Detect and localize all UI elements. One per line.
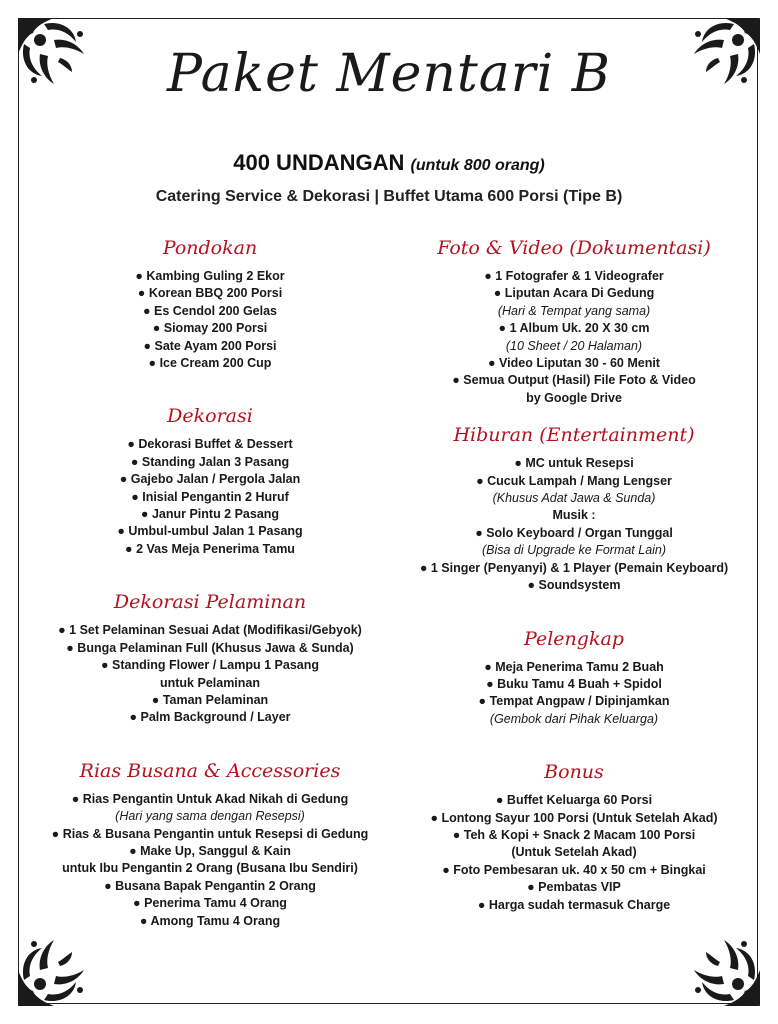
section-dekorasi	[30, 402, 390, 558]
list-item-note: (Gembok dari Pihak Keluarga)	[489, 711, 659, 726]
list-item: ● 1 Set Pelaminan Sesuai Adat (Modifikasi/Gebyok)	[58, 623, 362, 638]
section-pelengkap	[394, 625, 754, 729]
list-item: ● Teh & Kopi + Snack 2 Macam 100 Porsi	[452, 827, 696, 842]
list-item: ● Kambing Guling 2 Ekor	[135, 269, 285, 283]
section-title: Dekorasi Pelaminan	[113, 591, 307, 614]
list-item: ● Pembatas VIP	[527, 880, 621, 895]
list-item: ● Janur Pintu 2 Pasang	[140, 507, 280, 522]
list-item: ● Rias Pengantin Untuk Akad Nikah di Gedung	[71, 791, 349, 806]
list-item: ● Sate Ayam 200 Porsi	[143, 338, 277, 353]
list-item: ● Harga sudah termasuk Charge	[477, 897, 671, 912]
list-item: ● Palm Background / Layer	[129, 710, 291, 725]
list-item-note: (Hari yang sama dengan Resepsi)	[115, 809, 305, 824]
list-item: ● Korean BBQ 200 Porsi	[137, 286, 283, 301]
list-item: ● Dekorasi Buffet & Dessert	[127, 437, 293, 452]
list-item: ● Soundsystem	[527, 578, 621, 593]
list-item: ● 1 Fotografer & 1 Videografer	[484, 269, 664, 283]
section-foto-video	[394, 234, 754, 407]
list-item-note: (10 Sheet / 20 Halaman)	[505, 338, 643, 353]
list-item: ● Buffet Keluarga 60 Porsi	[495, 793, 653, 808]
list-item: ● Foto Pembesaran uk. 40 x 50 cm + Bingkai	[442, 862, 706, 877]
section-title: Dekorasi	[167, 405, 253, 428]
list-item: ● Busana Bapak Pengantin 2 Orang	[104, 878, 316, 893]
list-item: ● Meja Penerima Tamu 2 Buah	[484, 659, 664, 674]
list-item: ● 1 Album Uk. 20 X 30 cm	[498, 321, 650, 336]
list-item: ● Gajebo Jalan / Pergola Jalan	[119, 472, 301, 487]
list-item: ● 1 Singer (Penyanyi) & 1 Player (Pemain Keyboard)	[419, 560, 729, 575]
invitation-count	[0, 150, 778, 176]
list-item: ● Solo Keyboard / Organ Tunggal	[475, 525, 673, 540]
list-item: untuk Ibu Pengantin 2 Orang (Busana Ibu Sendiri)	[62, 861, 358, 876]
list-item: by Google Drive	[526, 390, 622, 405]
section-title: Foto & Video (Dokumentasi)	[437, 237, 711, 259]
section-title: Pondokan	[162, 237, 258, 259]
list-item: ● Umbul-umbul Jalan 1 Pasang	[117, 524, 303, 539]
list-item: ● Make Up, Sanggul & Kain	[129, 843, 291, 858]
list-item: ● Tempat Angpaw / Dipinjamkan	[478, 694, 670, 709]
list-item-note: (Untuk Setelah Akad)	[511, 845, 637, 860]
list-item: ● Liputan Acara Di Gedung	[493, 286, 655, 301]
invitation-count-note: (untuk 800 orang)	[410, 157, 545, 174]
list-item: ● Semua Output (Hasil) File Foto & Video	[452, 373, 696, 388]
list-item-note: (Khusus Adat Jawa & Sunda)	[492, 491, 656, 506]
section-title: Bonus	[544, 761, 604, 784]
list-item: ● Lontong Sayur 100 Porsi (Untuk Setelah Akad)	[430, 810, 718, 825]
list-item: ● Ice Cream 200 Cup	[148, 356, 272, 371]
list-item: ● Cucuk Lampah / Mang Lengser	[476, 473, 672, 488]
list-item: Musik :	[552, 508, 596, 523]
ornament-flourish-icon	[14, 926, 98, 1010]
list-item: ● Penerima Tamu 4 Orang	[133, 896, 287, 911]
section-hiburan	[394, 421, 754, 594]
package-title: Paket Mentari B	[167, 44, 611, 104]
list-item: ● Taman Pelaminan	[151, 692, 269, 707]
list-item: ● Video Liputan 30 - 60 Menit	[488, 356, 660, 371]
list-item: ● Standing Flower / Lampu 1 Pasang	[101, 658, 319, 673]
list-item: ● Siomay 200 Porsi	[152, 321, 268, 336]
list-item: ● Standing Jalan 3 Pasang	[130, 454, 290, 469]
list-item: ● Es Cendol 200 Gelas	[143, 303, 277, 318]
section-pondokan	[30, 234, 390, 372]
list-item-note: (Hari & Tempat yang sama)	[497, 303, 651, 318]
list-item: ● Bunga Pelaminan Full (Khusus Jawa & Sunda)	[66, 640, 354, 655]
section-dekorasi-pelaminan	[30, 588, 390, 726]
section-bonus	[394, 758, 754, 914]
list-item-note: (Bisa di Upgrade ke Format Lain)	[481, 543, 667, 558]
list-item: ● 2 Vas Meja Penerima Tamu	[125, 541, 295, 556]
right-column	[394, 230, 754, 914]
left-column	[30, 230, 390, 930]
ornament-flourish-icon	[680, 926, 764, 1010]
invitation-count-main: 400 UNDANGAN	[233, 150, 405, 175]
section-title: Rias Busana & Accessories	[79, 759, 341, 782]
list-item: ● Among Tamu 4 Orang	[139, 913, 281, 928]
package-tagline: Catering Service & Dekorasi | Buffet Utama 600 Porsi (Tipe B)	[155, 188, 623, 205]
section-title: Pelengkap	[524, 627, 624, 650]
list-item: ● Buku Tamu 4 Buah + Spidol	[486, 676, 662, 691]
list-item: ● Rias & Busana Pengantin untuk Resepsi di Gedung	[51, 826, 369, 841]
list-item: ● MC untuk Resepsi	[514, 456, 634, 471]
list-item: untuk Pelaminan	[159, 675, 261, 690]
list-item: ● Inisial Pengantin 2 Huruf	[131, 489, 289, 504]
section-rias-busana	[30, 757, 390, 930]
section-title: Hiburan (Entertainment)	[453, 424, 695, 447]
